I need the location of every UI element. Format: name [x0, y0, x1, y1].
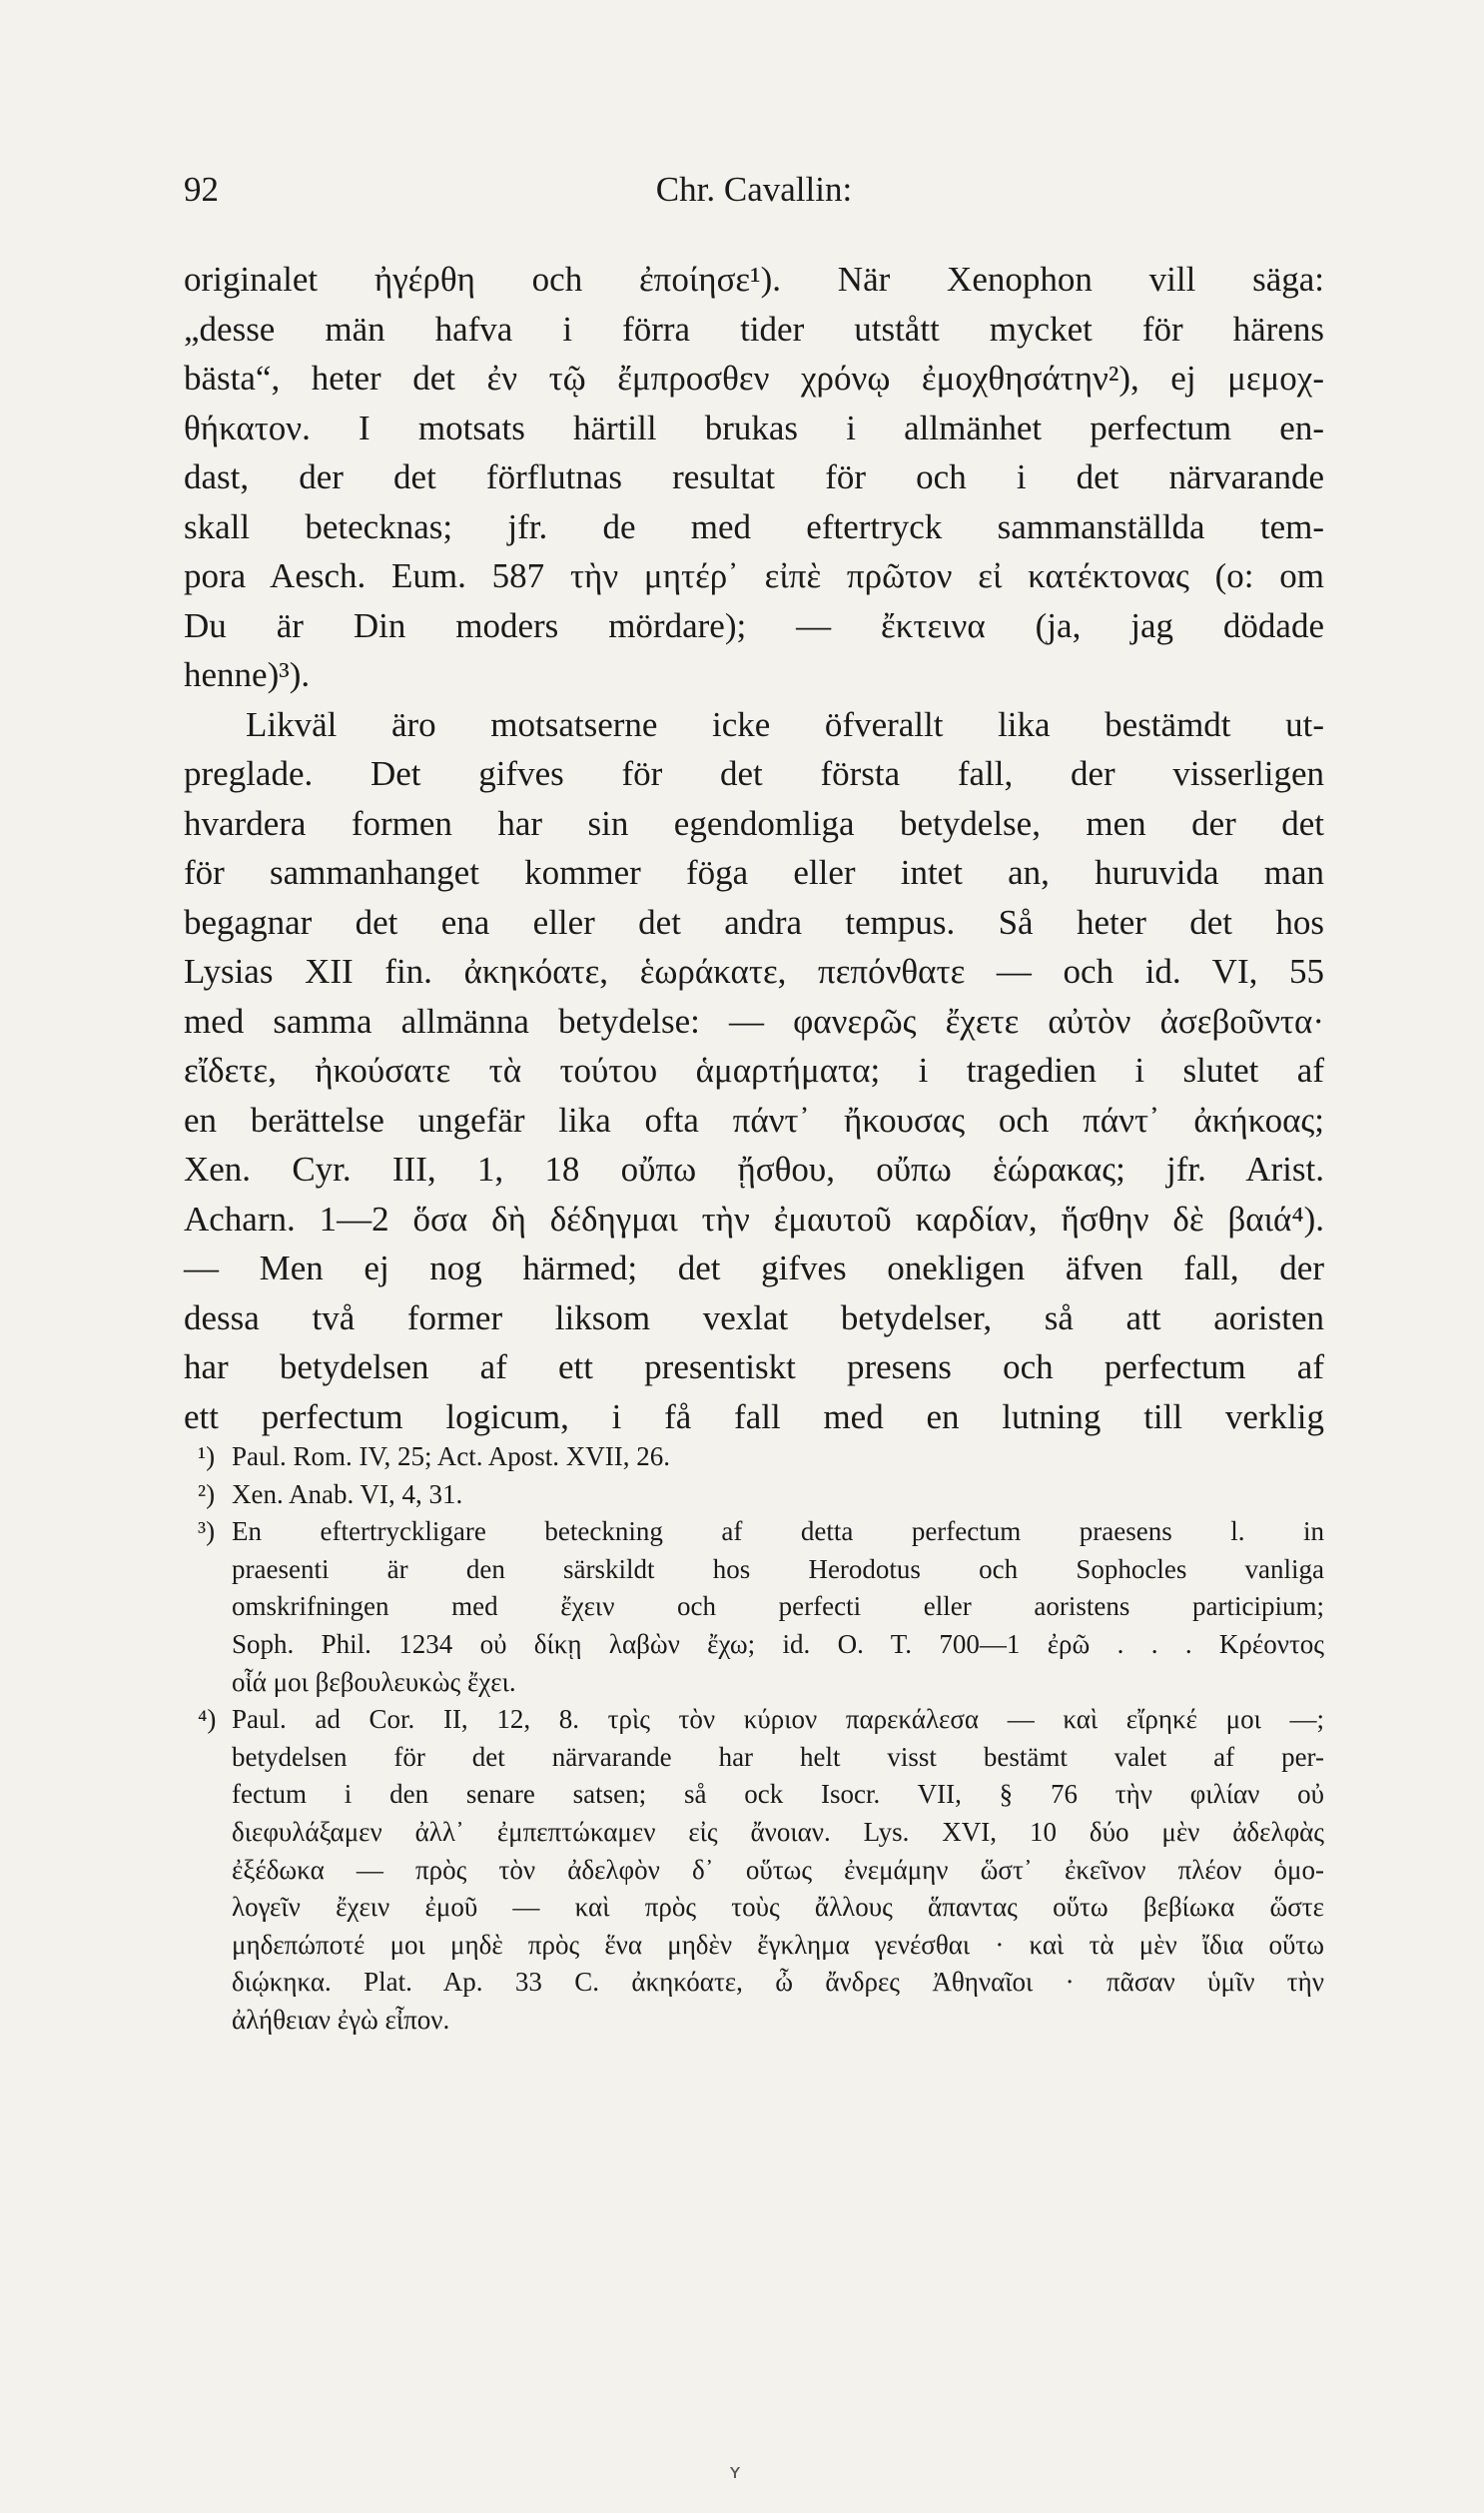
footnote-line: λογεῖν ἔχειν ἐμοῦ — καὶ πρὸς τοὺς ἄλλους ἅπαντας οὕτω βεβίωκα ὥστε [232, 1892, 1324, 1923]
footnote-line: praesenti är den särskildt hos Herodotus och Sophocles vanliga [232, 1553, 1324, 1584]
text-line: „desse män hafva i förra tider utstått mycket för härens [184, 309, 1324, 349]
text-line: skall betecknas; jfr. de med eftertryck sammanställda tem- [184, 506, 1324, 546]
text-line: pora Aesch. Eum. 587 τὴν μητέρ᾽ εἰπὲ πρῶτον εἰ κατέκτονας (o: om [184, 556, 1324, 595]
footnote-mark: ¹) [198, 1441, 216, 1471]
running-head [184, 170, 1324, 220]
footnote-line: διεφυλάξαμεν ἀλλ᾽ ἐμπεπτώκαμεν εἰς ἄνοιαν. Lys. XVI, 10 δύο μὲν ἀδελφὰς [232, 1816, 1324, 1847]
running-title: Chr. Cavallin: [655, 170, 853, 209]
footnote-line: μηδεπώποτέ μοι μηδὲ πρὸς ἕνα μηδὲν ἔγκλημα γενέσθαι · καὶ τὰ μὲν ἴδια οὕτω [232, 1929, 1324, 1960]
footnote-line: fectum i den senare satsen; så ock Isocr. VII, § 76 τὴν φιλίαν οὐ [232, 1779, 1324, 1810]
page-number: 92 [184, 170, 219, 209]
text-line: med samma allmänna betydelse: — φανερῶς ἔχετε αὐτὸν ἀσεβοῦντα· [184, 1001, 1324, 1041]
text-line: preglade. Det gifves för det första fall, der visserligen [184, 754, 1324, 793]
footnote-mark: ⁴) [198, 1704, 217, 1735]
footnote-line: omskrifningen med ἔχειν och perfecti eller aoristens participium; [232, 1591, 1324, 1622]
footnote-1 [184, 1438, 1324, 1476]
text-line: ett perfectum logicum, i få fall med en lutning till verklig [184, 1396, 1324, 1436]
text-line: för sammanhanget kommer föga eller intet an, huruvida man [184, 853, 1324, 892]
text-line: henne)³). [184, 655, 311, 694]
text-line: har betydelsen af ett presentiskt presens och perfectum af [184, 1347, 1324, 1386]
footnote-mark: ³) [198, 1516, 216, 1547]
footnote-line: Paul. ad Cor. II, 12, 8. τρὶς τὸν κύριον παρεκάλεσα — καὶ εἴρηκέ μοι —; [232, 1704, 1324, 1735]
text-line: begagnar det ena eller det andra tempus. Så heter det hos [184, 902, 1324, 942]
footnote-2 [184, 1476, 1324, 1514]
text-line: originalet ἠγέρθη och ἐποίησε¹). När Xenophon vill säga: [184, 260, 1324, 299]
footnote-line: Soph. Phil. 1234 οὐ δίκῃ λαβὼν ἔχω; id. O. T. 700—1 ἐρῶ . . . Κρέοντος [232, 1628, 1324, 1659]
text-line: Xen. Cyr. III, 1, 18 οὔπω ᾔσθου, οὔπω ἑώρακας; jfr. Arist. [184, 1150, 1324, 1189]
footnote-line: ἀλήθειαν ἐγὼ εἶπον. [232, 2004, 450, 2035]
footnote-line: διῴκηκα. Plat. Ap. 33 C. ἀκηκόατε, ὦ ἄνδρες Ἀθηναῖοι · πᾶσαν ὑμῖν τὴν [232, 1967, 1324, 1998]
footnote-3 [184, 1513, 1324, 1701]
text-line: εἴδετε, ἠκούσατε τὰ τούτου ἁμαρτήματα; i tragedien i slutet af [184, 1051, 1324, 1090]
main-text [184, 255, 1324, 1441]
footnote-mark: ²) [198, 1478, 216, 1509]
text-line: Acharn. 1—2 ὅσα δὴ δέδηγμαι τὴν ἐμαυτοῦ καρδίαν, ἥσθην δὲ βαιά⁴). [184, 1199, 1324, 1239]
footnote-line: En eftertryckligare beteckning af detta perfectum praesens l. in [232, 1516, 1324, 1547]
text-line: dessa två former liksom vexlat betydelser, så att aoristen [184, 1297, 1324, 1337]
text-line: Likväl äro motsatserne icke öfverallt lika bestämdt ut- [246, 704, 1324, 744]
text-line: dast, der det förflutnas resultat för och i det närvarande [184, 457, 1324, 496]
footnote-line: betydelsen för det närvarande har helt visst bestämt valet af per- [232, 1741, 1324, 1772]
text-line: — Men ej nog härmed; det gifves onekligen äfven fall, der [184, 1249, 1324, 1287]
footnote-line: οἷά μοι βεβουλευκὼς ἔχει. [232, 1666, 516, 1697]
text-line: Lysias XII fin. ἀκηκόατε, ἑωράκατε, πεπόνθατε — och id. VI, 55 [184, 952, 1324, 991]
footnote-4 [184, 1701, 1324, 2039]
text-line: θήκατον. I motsats härtill brukas i allmänhet perfectum en- [184, 408, 1324, 447]
text-line: hvardera formen har sin egendomliga betydelse, men der det [184, 803, 1324, 843]
text-line: Du är Din moders mördare); — ἔκτεινα (ja, jag dödade [184, 605, 1324, 645]
printer-mark: ʏ [729, 2459, 742, 2483]
text-line: en berättelse ungefär lika ofta πάντ᾽ ἤκουσας och πάντ᾽ ἀκήκοας; [184, 1100, 1324, 1140]
text-line: bästa“, heter det ἐν τῷ ἔμπροσθεν χρόνῳ ἐμοχθησάτην²), ej μεμοχ- [184, 359, 1324, 398]
footnotes [184, 1438, 1324, 2040]
footnote-line: Paul. Rom. IV, 25; Act. Apost. XVII, 26. [232, 1441, 671, 1471]
footnote-line: ἐξέδωκα — πρὸς τὸν ἀδελφὸν δ᾽ οὕτως ἐνεμάμην ὥστ᾽ ἐκεῖνον πλέον ὁμο- [232, 1854, 1324, 1885]
footnote-line: Xen. Anab. VI, 4, 31. [232, 1478, 463, 1509]
